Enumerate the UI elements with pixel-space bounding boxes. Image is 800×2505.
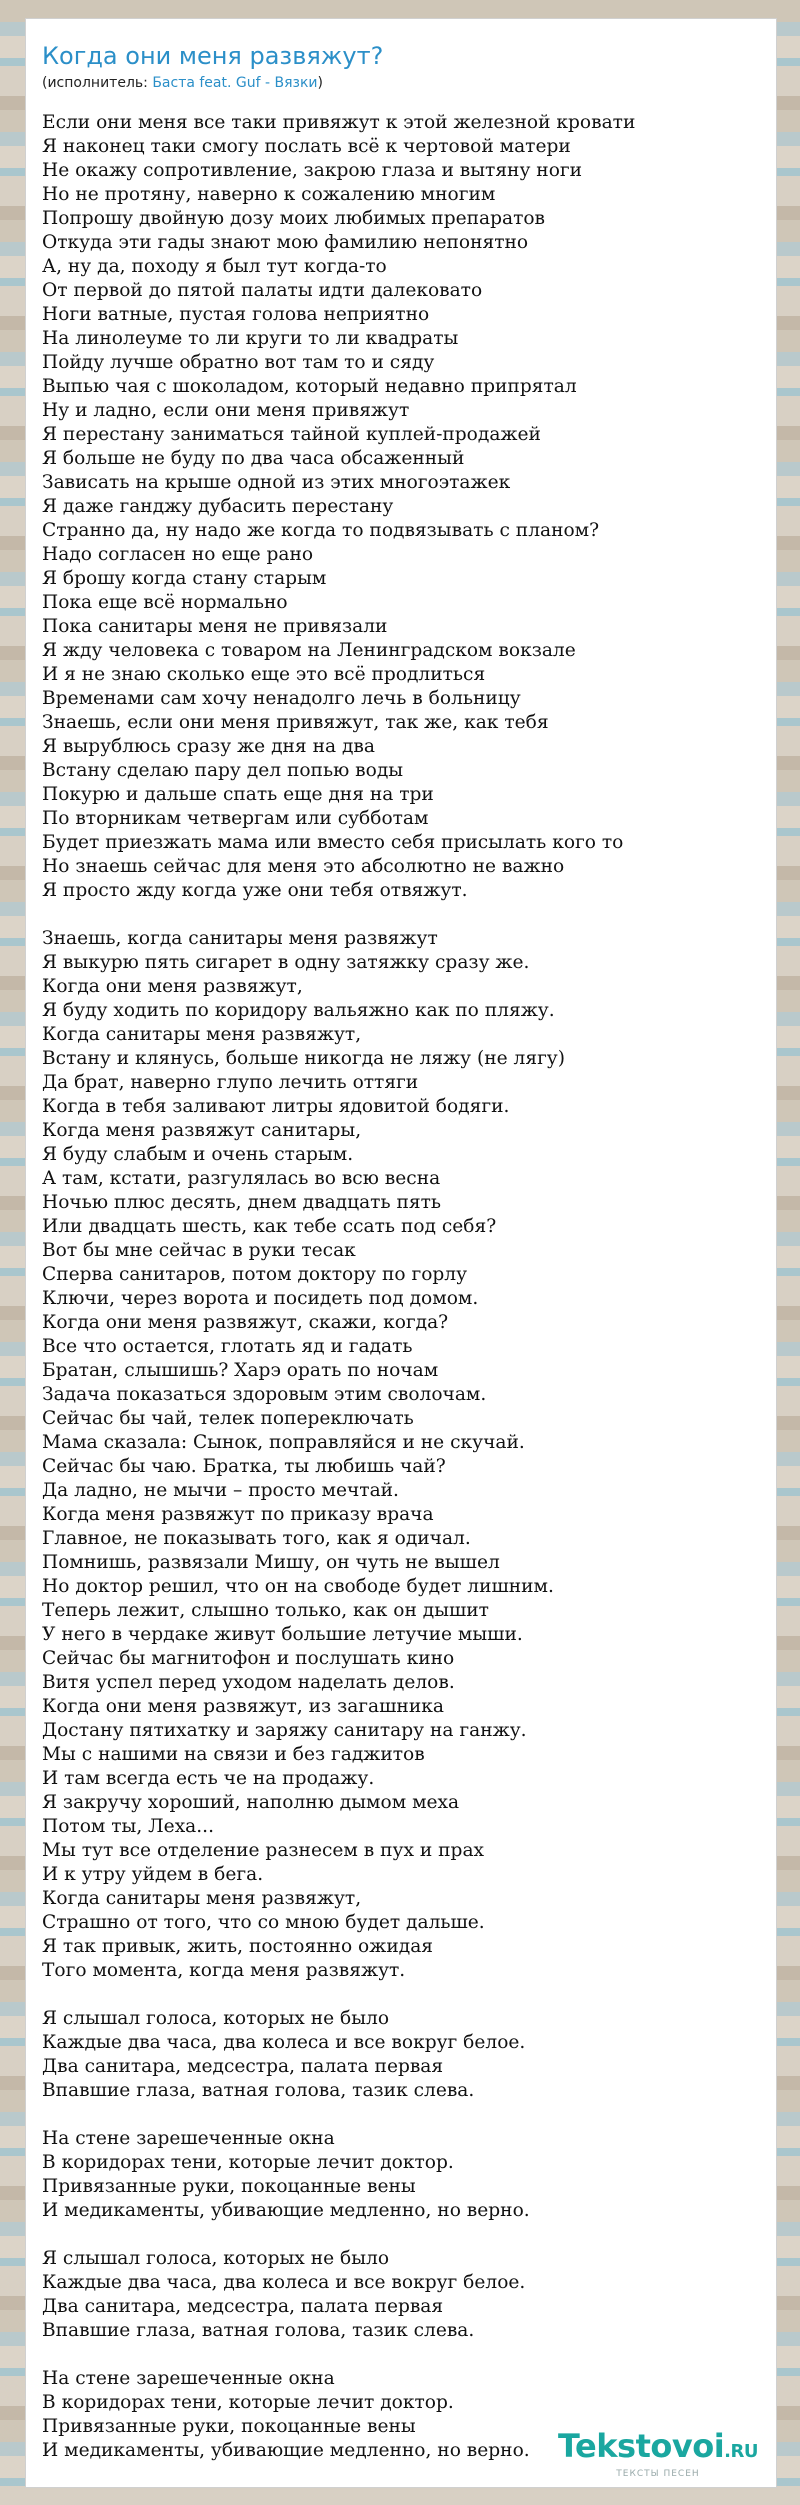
lyric-line: Я просто жду когда уже они тебя отвяжут.	[42, 880, 468, 901]
lyric-line: Откуда эти гады знают мою фамилию непонятно	[42, 232, 529, 253]
lyric-line: Я жду человека с товаром на Ленинградском вокзале	[42, 640, 576, 661]
lyric-line: Достану пятихатку и заряжу санитару на ганжу.	[42, 1720, 527, 1741]
lyric-line: Привязанные руки, покоцанные вены	[42, 2176, 416, 2197]
lyric-line: Того момента, когда меня развяжут.	[42, 1960, 406, 1981]
lyric-line: Я буду ходить по коридору вальяжно как по пляжу.	[42, 1000, 555, 1021]
lyric-line: Братан, слышишь? Харэ орать по ночам	[42, 1360, 439, 1381]
lyric-line: Вот бы мне сейчас в руки тесак	[42, 1240, 356, 1261]
lyrics-card	[25, 18, 777, 2488]
performer-prefix: (исполнитель:	[42, 75, 153, 91]
stanza-gap	[42, 2103, 760, 2127]
performer-suffix: )	[317, 75, 323, 91]
lyric-line: Когда они меня развяжут, скажи, когда?	[42, 1312, 449, 1333]
lyric-line: Я брошу когда стану старым	[42, 568, 327, 589]
lyric-line: Попрошу двойную дозу моих любимых препаратов	[42, 208, 546, 229]
lyric-line: Знаешь, если они меня привяжут, так же, как тебя	[42, 712, 549, 733]
lyric-line: Витя успел перед уходом наделать делов.	[42, 1672, 455, 1693]
lyric-line: Когда меня развяжут по приказу врача	[42, 1504, 434, 1525]
lyric-line: Страшно от того, что со мною будет дальше.	[42, 1912, 485, 1933]
lyric-line: Я больше не буду по два часа обсаженный	[42, 448, 465, 469]
lyric-line: Все что остается, глотать яд и гадать	[42, 1336, 413, 1357]
lyric-line: Пока санитары меня не привязали	[42, 616, 388, 637]
performer-line	[42, 73, 760, 93]
lyric-line: Я слышал голоса, которых не было	[42, 2248, 390, 2269]
lyric-line: Встану сделаю пару дел попью воды	[42, 760, 404, 781]
lyric-line: А там, кстати, разгулялась во всю весна	[42, 1168, 441, 1189]
lyric-line: Потом ты, Леха...	[42, 1816, 214, 1837]
lyric-line: Зависать на крыше одной из этих многоэтажек	[42, 472, 511, 493]
lyric-line: Два санитара, медсестра, палата первая	[42, 2296, 444, 2317]
lyric-line: Пойду лучше обратно вот там то и сяду	[42, 352, 435, 373]
lyric-line: Ноги ватные, пустая голова неприятно	[42, 304, 430, 325]
lyric-line: И там всегда есть че на продажу.	[42, 1768, 375, 1789]
lyric-line: Когда в тебя заливают литры ядовитой бодяги.	[42, 1096, 510, 1117]
stanza-gap	[42, 2223, 760, 2247]
lyric-line: Выпью чая с шоколадом, который недавно припрятал	[42, 376, 577, 397]
stanza-gap	[42, 1983, 760, 2007]
lyric-line: Но доктор решил, что он на свободе будет лишним.	[42, 1576, 554, 1597]
lyric-line: И медикаменты, убивающие медленно, но верно.	[42, 2200, 530, 2221]
lyric-line: Ключи, через ворота и посидеть под домом.	[42, 1288, 479, 1309]
lyric-line: Я буду слабым и очень старым.	[42, 1144, 354, 1165]
lyric-line: На линолеуме то ли круги то ли квадраты	[42, 328, 459, 349]
lyric-line: Главное, не показывать того, как я одичал.	[42, 1528, 471, 1549]
lyric-line: Будет приезжать мама или вместо себя присылать кого то	[42, 832, 624, 853]
lyric-line: У него в чердаке живут большие летучие мыши.	[42, 1624, 523, 1645]
lyric-line: Мы с нашими на связи и без гаджитов	[42, 1744, 425, 1765]
lyric-line: Сейчас бы чай, телек попереключать	[42, 1408, 414, 1429]
lyric-line: Я выкурю пять сигарет в одну затяжку сразу же.	[42, 952, 530, 973]
lyric-line: Странно да, ну надо же когда то подвязывать с планом?	[42, 520, 600, 541]
lyric-line: Временами сам хочу ненадолго лечь в больницу	[42, 688, 521, 709]
stanza-gap	[42, 2343, 760, 2367]
lyric-line: Теперь лежит, слышно только, как он дышит	[42, 1600, 489, 1621]
site-logo[interactable]	[558, 2429, 758, 2479]
lyric-line: Да брат, наверно глупо лечить оттяги	[42, 1072, 419, 1093]
lyric-line: Когда меня развяжут санитары,	[42, 1120, 362, 1141]
lyric-line: И я не знаю сколько еще это всё продлиться	[42, 664, 486, 685]
logo-subtitle: ТЕКСТЫ ПЕСЕН	[616, 2469, 700, 2479]
lyric-line: Знаешь, когда санитары меня развяжут	[42, 928, 438, 949]
lyrics-text	[42, 111, 760, 2463]
lyric-line: Покурю и дальше спать еще дня на три	[42, 784, 434, 805]
lyric-line: Мы тут все отделение разнесем в пух и прах	[42, 1840, 485, 1861]
lyric-line: По вторникам четвергам или субботам	[42, 808, 429, 829]
lyric-line: Когда они меня развяжут,	[42, 976, 303, 997]
lyric-line: На стене зарешеченные окна	[42, 2128, 335, 2149]
lyric-line: Когда санитары меня развяжут,	[42, 1024, 362, 1045]
lyric-line: Да ладно, не мычи – просто мечтай.	[42, 1480, 399, 1501]
lyric-line: И к утру уйдем в бега.	[42, 1864, 264, 1885]
lyric-line: Когда санитары меня развяжут,	[42, 1888, 362, 1909]
lyric-line: Я наконец таки смогу послать всё к чертовой матери	[42, 136, 571, 157]
lyric-line: Не окажу сопротивление, закрою глаза и вытяну ноги	[42, 160, 583, 181]
lyric-line: От первой до пятой палаты идти далековато	[42, 280, 483, 301]
lyric-line: Привязанные руки, покоцанные вены	[42, 2416, 416, 2437]
lyric-line: Я так привык, жить, постоянно ожидая	[42, 1936, 434, 1957]
lyric-line: На стене зарешеченные окна	[42, 2368, 335, 2389]
lyric-line: И медикаменты, убивающие медленно, но верно.	[42, 2440, 530, 2461]
logo-tld: .RU	[724, 2441, 758, 2462]
lyric-line: Сейчас бы чаю. Братка, ты любишь чай?	[42, 1456, 446, 1477]
lyric-line: Ну и ладно, если они меня привяжут	[42, 400, 410, 421]
lyric-line: Встану и клянусь, больше никогда не ляжу (не лягу)	[42, 1048, 566, 1069]
page-title: Когда они меня развяжут?	[42, 42, 384, 70]
lyric-line: Помнишь, развязали Мишу, он чуть не вышел	[42, 1552, 500, 1573]
lyric-line: Но не протяну, наверно к сожалению многим	[42, 184, 496, 205]
lyric-line: Ночью плюс десять, днем двадцать пять	[42, 1192, 442, 1213]
performer-link[interactable]: Баста feat. Guf - Вязки	[152, 75, 318, 91]
lyric-line: Я вырублюсь сразу же дня на два	[42, 736, 375, 757]
lyric-line: А, ну да, походу я был тут когда-то	[42, 256, 387, 277]
lyric-line: Я закручу хороший, наполню дымом меха	[42, 1792, 460, 1813]
lyric-line: Сейчас бы магнитофон и послушать кино	[42, 1648, 455, 1669]
lyric-line: Впавшие глаза, ватная голова, тазик слева.	[42, 2320, 475, 2341]
stanza-gap	[42, 903, 760, 927]
lyric-line: Пока еще всё нормально	[42, 592, 288, 613]
lyric-line: Если они меня все таки привяжут к этой железной кровати	[42, 112, 636, 133]
lyric-line: Два санитара, медсестра, палата первая	[42, 2056, 444, 2077]
lyric-line: Каждые два часа, два колеса и все вокруг белое.	[42, 2032, 526, 2053]
lyric-line: Сперва санитаров, потом доктору по горлу	[42, 1264, 468, 1285]
lyric-line: Впавшие глаза, ватная голова, тазик слева.	[42, 2080, 475, 2101]
lyric-line: Или двадцать шесть, как тебе ссать под себя?	[42, 1216, 497, 1237]
lyric-line: Я слышал голоса, которых не было	[42, 2008, 390, 2029]
lyric-line: Мама сказала: Сынок, поправляйся и не скучай.	[42, 1432, 525, 1453]
lyric-line: Каждые два часа, два колеса и все вокруг белое.	[42, 2272, 526, 2293]
lyric-line: Задача показаться здоровым этим сволочам.	[42, 1384, 487, 1405]
lyric-line: Надо согласен но еще рано	[42, 544, 314, 565]
lyric-line: Когда они меня развяжут, из загашника	[42, 1696, 444, 1717]
lyric-line: Но знаешь сейчас для меня это абсолютно не важно	[42, 856, 565, 877]
lyric-line: Я перестану заниматься тайной куплей-продажей	[42, 424, 541, 445]
lyric-line: В коридорах тени, которые лечит доктор.	[42, 2152, 454, 2173]
lyric-line: В коридорах тени, которые лечит доктор.	[42, 2392, 454, 2413]
lyric-line: Я даже ганджу дубасить перестану	[42, 496, 394, 517]
logo-text: Tekstovoi	[557, 2427, 725, 2465]
